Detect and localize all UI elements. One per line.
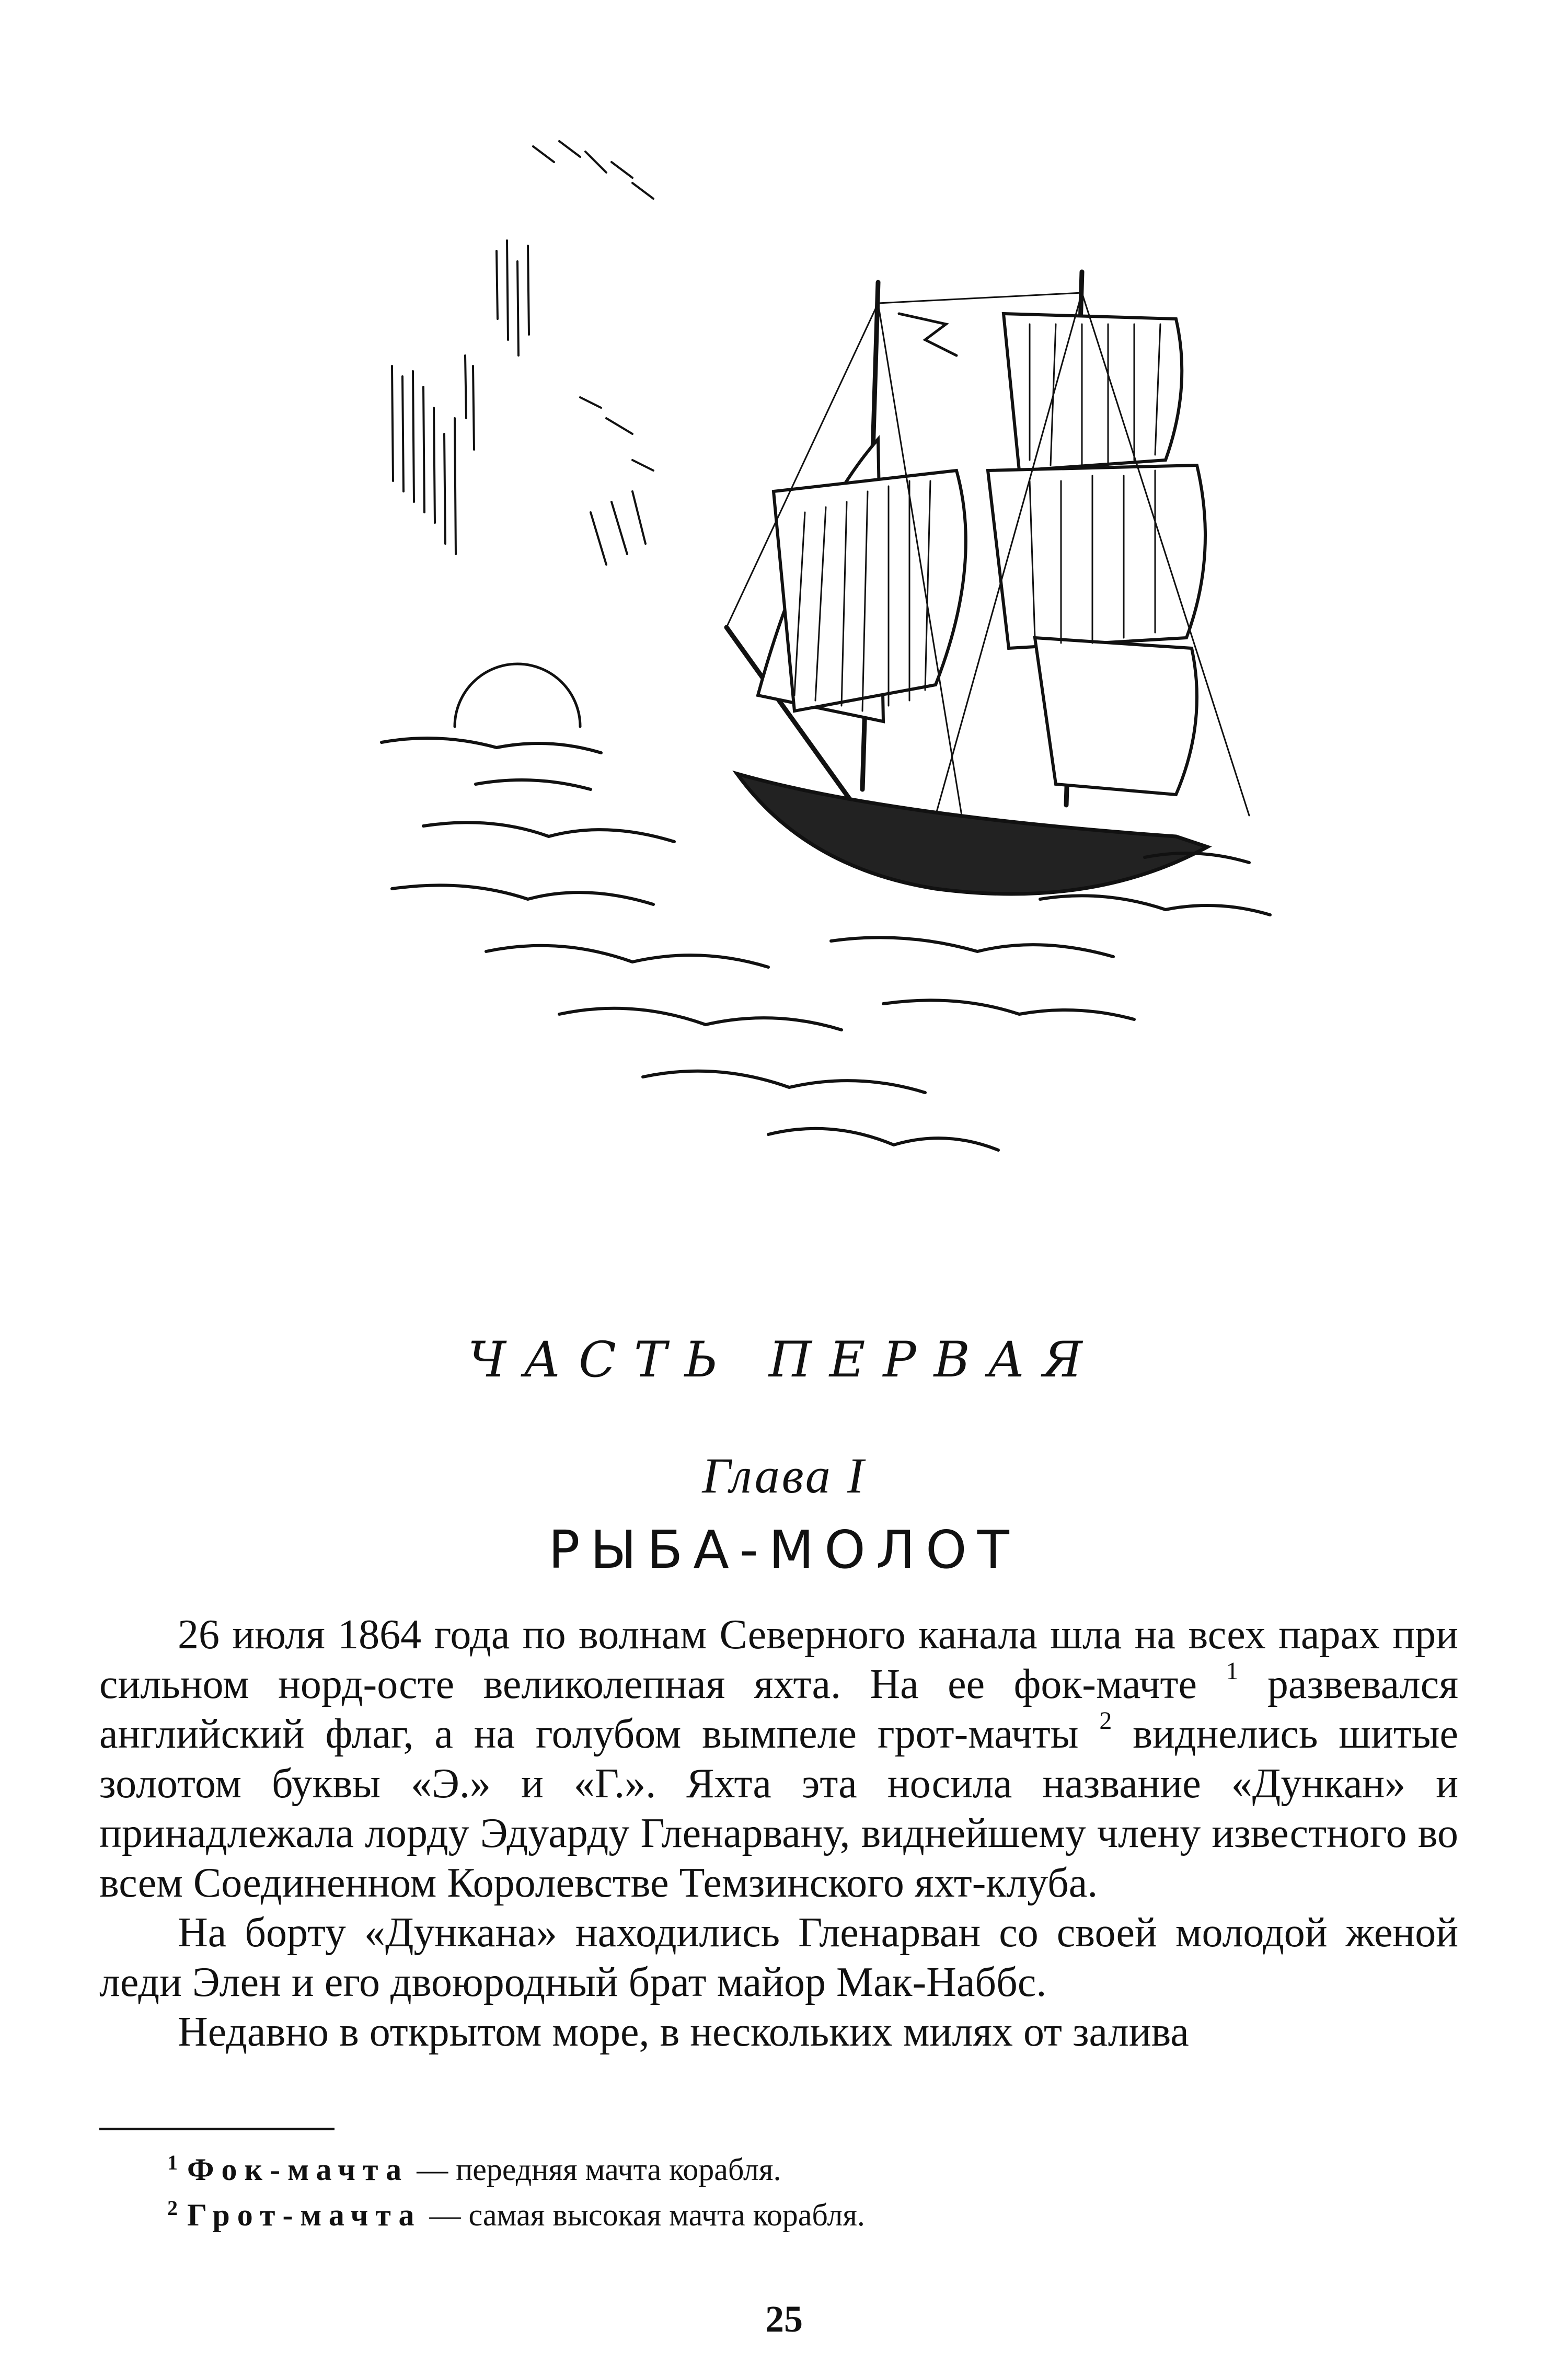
page-number: 25 [765,2298,803,2340]
paragraph: На борту «Дункана» находились Гленарван со своей молодой женой леди Элен и его двоюродный брат майор Мак-Наббс. [99,1910,1458,2005]
paragraph: 26 июля 1864 года по волнам Северного канала шла на всех парах при сильном норд-осте великолепная яхта. На ее фок-мачте $^1$ развевался английский флаг, а на голубом вымпеле грот-мачты $^2$ виднелись шитые золотом буквы «Э.» и «Г.». Яхта эта носила название «Дункан» и принадлежала лорду Эдуарду Гленарвану, виднейшему члену известного во всем Соединенном Королевстве Темзинского яхт-клуба. [99,1612,1459,1906]
footnote: $^1$ Фок-мачта — передняя мачта корабля. [167,2151,781,2187]
chapter-title: РЫБА-МОЛОТ [548,1519,1020,1580]
chapter-body [99,1610,1458,2057]
sailing-ship-icon [361,94,1281,1176]
footnote-ref[interactable]: 2 [1099,1707,1112,1735]
chapter-label: Глава I [702,1448,866,1503]
paragraph: Недавно в открытом море, в нескольких милях от залива [178,2009,1189,2055]
footnote-ref[interactable]: 1 [1226,1657,1239,1685]
footnote-divider [99,2128,335,2130]
footnote: $^2$ Грот-мачта — самая высокая мачта корабля. [167,2196,865,2232]
ship-illustration [361,94,1281,1176]
footnotes [167,2149,1422,2240]
part-title: ЧАСТЬ ПЕРВАЯ [468,1332,1100,1388]
